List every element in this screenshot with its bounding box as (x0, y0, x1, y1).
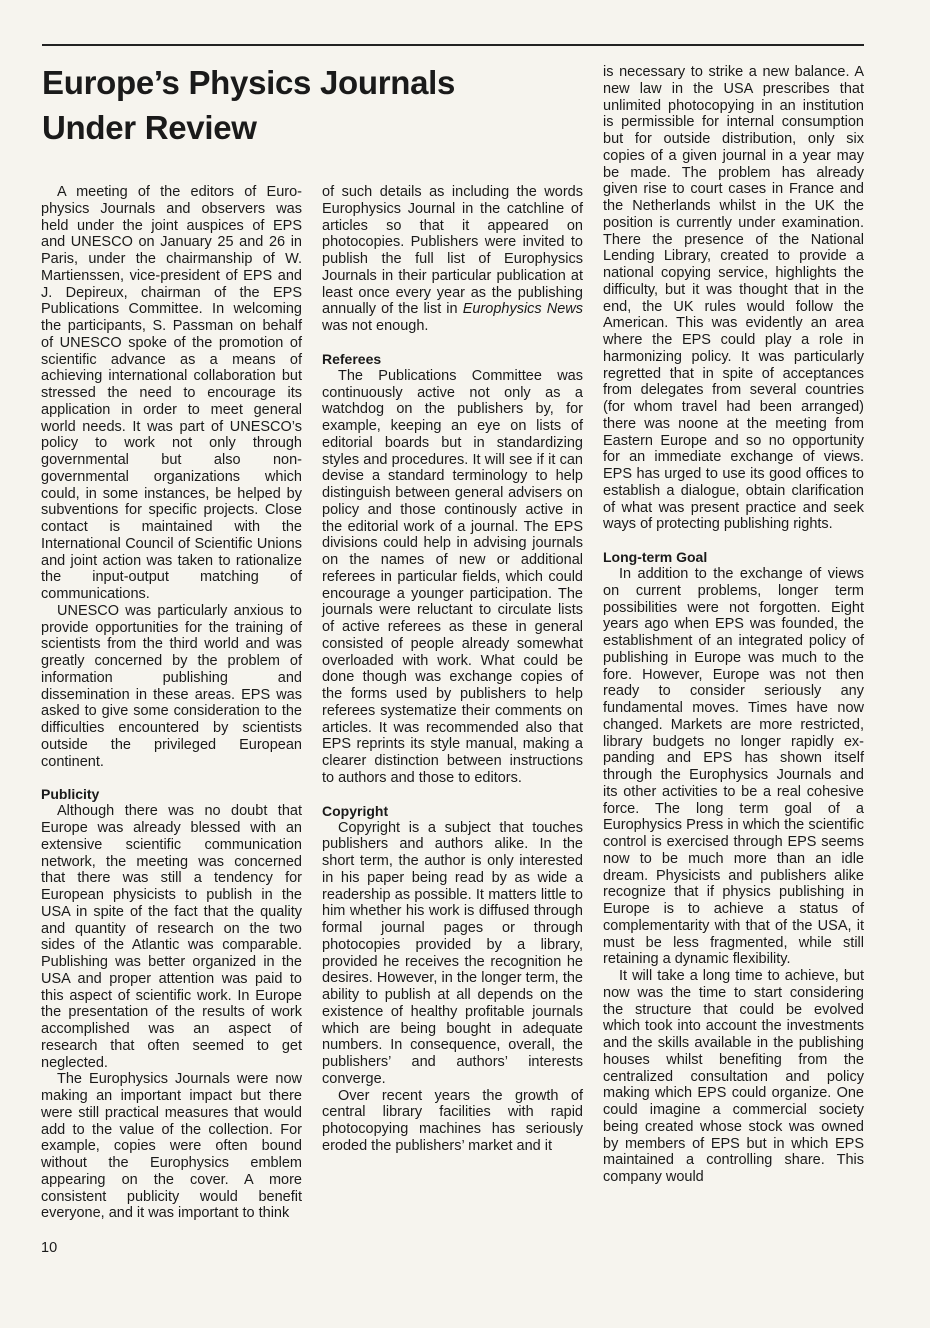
section-heading-long-term-goal: Long-term Goal (603, 549, 708, 565)
text-run: was not enough. (322, 318, 429, 334)
paragraph: A meeting of the editors of Europhysics Journals and observers was held under the joint auspices of EPS and UNESCO on January 25 and 26 in Paris, under the chairmanship of W. Martienssen, vice-president of EPS and J. Depireux, chairman of the EPS Publications Committee. In welcoming the participants, S. Passman on behalf of UNESCO spoke of the promotion of scientific advance as a means of achieving international collaboration but stressed the need to encourage its application in order to meet general world needs. It was part of UNESCO’s policy to work not only through governmental but also non-governmental organizations which could, in some instances, be helped by subventions for specific projects. Close contact is maintained with the International Council of Scientific Unions and joint action was taken to rationalize the input-output matching of communications. (41, 184, 302, 602)
column-2 (322, 184, 583, 1155)
page-number: 10 (41, 1240, 58, 1256)
section-heading-copyright: Copyright (322, 802, 389, 819)
paragraph: is necessary to strike a new balance. A new law in the USA prescribes that unlimited photocopying in an institution is permissible for internal consumption but for outside distribution, only six copies of a given journal in a year may be made. The problem has already given rise to court cases in France and the Netherlands whilst in the UK the position is currently under examination. There the presence of the National Lending Library, created to provide a national copying service, highlights the difficulty, but it was thought that in the end, the UK rules would follow the American. This was evidently an area where the EPS could play a role in harmonizing policy. It was particularly regretted that in spite of acceptances from delegates from several countries (for whom travel had been arranged) there was noone at the meeting from Eastern Europe and so no opportunity for an immediate exchange of views. EPS has urged to use its good offices to establish a dialogue, obtain clarification of what was present practice and seek ways of protecting publishing rights. (603, 64, 864, 533)
top-rule (42, 44, 864, 46)
column-1 (41, 184, 302, 1222)
paragraph: Copyright is a subject that touches publishers and authors alike. In the short term, the author is only interested in his paper being read by as wide a readership as possible. It matters little to him whether his work is diffused through formal journal pages or through photocopies provided by a library, provided he receives the recognition he desires. However, in the longer term, the ability to publish at all depends on the existence of healthy profitable journals which are being bought in adequate numbers. In consequence, overall, the publishers’ and authors’ interests converge. (322, 819, 583, 1087)
text-run: of such details as including the words Europhysics Journal in the catchline of articles so that it appeared on photocopies. Publishers were invited to publish the full list of Europhysics Journals in their particular publication at least once every year as the publishing annually of the list in (322, 184, 583, 318)
title-line-2: Under Review (42, 109, 257, 146)
paragraph: In addition to the exchange of views on current problems, longer term possibilities were not forgotten. Eight years ago when EPS was founded, the establishment of an integrated policy of publishing in Europe was much to the fore. However, Europe was not then ready to consider seriously any fundamental moves. Times have now changed. Markets are more restricted, library budgets no longer rapidly expanding and EPS has shown itself through the Europhysics Journals and its other activities to be a real cohesive force. The long term goal of a Europhysics Press in which the scientific control is exercised through EPS seems now to be much more than an idle dream. Physicists and publishers alike recognize that if physics publishing in Europe is to achieve a status of complementarity with that of the USA, it must be less fragmented, while still retaining a dynamic flexibility. (603, 566, 864, 968)
paragraph (322, 184, 583, 335)
column-3 (603, 64, 864, 1186)
publication-name: Europhysics News (462, 301, 584, 318)
paragraph: The Europhysics Journals were now making an important impact but there were still practical measures that would add to the value of the collection. For example, copies were often bound without the Europhysics emblem appearing on the cover. A more consistent publicity would benefit everyone, and it was important to think (41, 1071, 302, 1222)
section-heading-referees: Referees (322, 350, 382, 367)
paragraph: The Publications Committee was continuously active not only as a watchdog on the publishers by, for example, keeping an eye on lists of editorial boards but in standardizing styles and procedures. It will see if it can devise a standard terminology to help distinguish between general advisers on policy and those continously active in the editorial work of a journal. The EPS divisions could help in advising journals on the names of new or additional referees in particular fields, which could encourage a younger participation. The journals were reluctant to circulate lists of active referees as these in general consisted of people already somewhat overloaded with work. What could be done though was exchange copies of the forms used by publishers to help referees systematize their comments on articles. It was recommended also that EPS reprints its style manual, making a clearer distinction between instructions to authors and those to editors. (322, 367, 583, 786)
section-heading-publicity: Publicity (41, 786, 100, 803)
paragraph: Over recent years the growth of central library facilities with rapid photocopying machines has seriously eroded the publishers’ market and it (322, 1087, 583, 1154)
article-title (42, 60, 562, 150)
paragraph: Although there was no doubt that Europe was already blessed with an extensive scientific communication network, the meeting was concerned that there was still a tendency for European physicists to publish in the USA in spite of the fact that the quality and quantity of research on the two sides of the Atlantic was comparable. Publishing was better organized in the USA and proper attention was paid to this aspect of scientific work. In Europe the presentation of the results of work accomplished was an aspect of research that often seemed to get neglected. (41, 803, 302, 1071)
title-line-1: Europe’s Physics Journals (42, 64, 456, 101)
paragraph: UNESCO was particularly anxious to provide opportunities for the training of scientists from the third world and was greatly concerned by the problem of information publishing and dissemination in these areas. EPS was asked to give some consideration to the difficulties encountered by scientists outside the privileged European continent. (41, 602, 302, 770)
paragraph: It will take a long time to achieve, but now was the time to start considering the structure that could be evolved which took into account the investments and the skills available in the publishing houses whilst benefiting from the centralized consultation and policy making which EPS could organize. One could imagine a commercial society being created whose stock was owned by members of EPS but in which EPS maintained a controlling share. This company would (603, 968, 864, 1185)
